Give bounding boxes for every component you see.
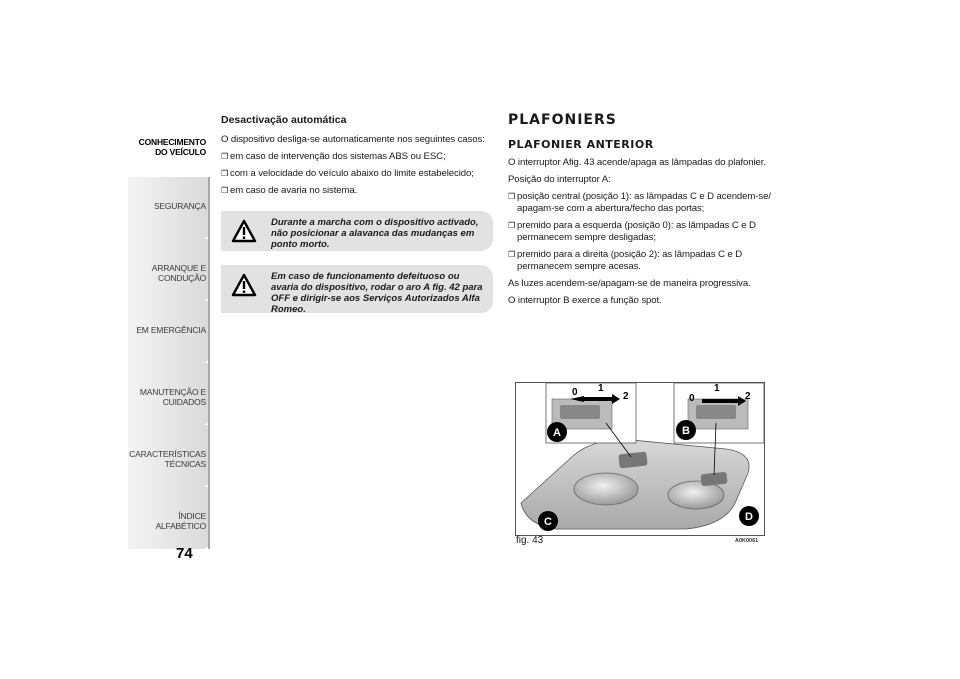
list-item-text: com a velocidade do veículo abaixo do limite estabelecido;: [230, 168, 474, 179]
tab-label: ÍNDICE ALFABÉTICO: [155, 511, 206, 531]
paragraph: O interruptor B exerce a função spot.: [508, 295, 662, 306]
list-item: [508, 220, 778, 244]
bullet-icon: ❒: [508, 250, 516, 259]
bullet-icon: ❒: [221, 169, 229, 178]
tab-caracteristicas[interactable]: [128, 425, 210, 487]
paragraph: O dispositivo desliga-se automaticamente nos seguintes casos:: [221, 134, 485, 145]
lamp-d: [668, 481, 724, 509]
figure-43: [515, 382, 765, 536]
left-column: [221, 112, 493, 313]
label-d: D: [745, 511, 753, 523]
tab-emergencia[interactable]: [128, 301, 210, 363]
label-c: C: [544, 516, 552, 528]
switch-pos-2-label: 2: [623, 391, 629, 402]
right-column: [508, 112, 778, 312]
tab-label: SEGURANÇA: [153, 201, 206, 211]
tab-label: CONHECIMENTO DO VEÍCULO: [138, 137, 206, 157]
figure-code: A0K0061: [735, 538, 759, 544]
label-a: A: [553, 427, 561, 439]
list-item-text: em caso de intervenção dos sistemas ABS ou ESC;: [230, 151, 446, 162]
tab-arranque[interactable]: [128, 239, 210, 301]
lamp-c: [574, 473, 638, 505]
switch-b-pos-1-label: 1: [714, 383, 720, 394]
section-title: PLAFONIERS: [508, 112, 617, 128]
tab-label: MANUTENÇÃO E CUIDADOS: [139, 387, 206, 407]
page-number: 74: [176, 545, 193, 562]
chapter-sidebar: [128, 115, 210, 549]
section-heading: Desactivação automática: [221, 114, 347, 126]
warning-triangle-icon: [231, 273, 257, 297]
tab-indice[interactable]: [128, 487, 210, 549]
tab-seguranca[interactable]: [128, 177, 210, 239]
paragraph: O interruptor Afig. 43 acende/apaga as lâmpadas do plafonier.: [508, 157, 766, 168]
warning-box: [221, 265, 493, 313]
warning-box: [221, 211, 493, 251]
tab-label: EM EMERGÊNCIA: [136, 325, 206, 335]
list-item-text: premido para a esquerda (posição 0): as lâmpadas C e D permanecem sempre desligadas;: [517, 220, 756, 243]
bullet-icon: ❒: [221, 152, 229, 161]
switch-b-pos-2-label: 2: [745, 391, 751, 402]
list-item: [508, 249, 778, 273]
bullet-icon: ❒: [221, 186, 229, 195]
ceiling-light-illustration: [516, 383, 764, 535]
list-item-text: posição central (posição 1): as lâmpadas C e D acendem-se/ apagam-se com a abertura/fecho das portas;: [517, 191, 771, 214]
switch-pos-1-label: 1: [598, 383, 604, 394]
warning-text: Em caso de funcionamento defeituoso ou avaria do dispositivo, rodar o aro A fig. 42 para OFF e dirigir-se aos Serviços Autorizados Alfa Romeo.: [271, 271, 483, 315]
paragraph: As luzes acendem-se/apagam-se de maneira progressiva.: [508, 278, 751, 289]
list-item: [221, 185, 493, 197]
warning-text: Durante a marcha com o dispositivo activado, não posicionar a alavanca das mudanças em ponto morto.: [271, 217, 479, 250]
tab-label: CARACTERÍSTICAS TÉCNICAS: [129, 449, 206, 469]
switch-b-pos-0-label: 0: [689, 393, 695, 404]
tab-manutencao[interactable]: [128, 363, 210, 425]
warning-triangle-icon: [231, 219, 257, 243]
bullet-icon: ❒: [508, 221, 516, 230]
tab-conhecimento[interactable]: [128, 115, 210, 177]
figure-caption: fig. 43: [516, 535, 544, 546]
label-b: B: [682, 425, 690, 437]
switch-pos-0-label: 0: [572, 387, 578, 398]
tab-label: ARRANQUE E CONDUÇÃO: [151, 263, 206, 283]
list-item: [221, 151, 493, 163]
list-item-text: premido para a direita (posição 2): as lâmpadas C e D permanecem sempre acesas.: [517, 249, 743, 272]
list-item: [221, 168, 493, 180]
list-item: [508, 191, 778, 215]
bullet-icon: ❒: [508, 192, 516, 201]
list-item-text: em caso de avaria no sistema.: [230, 185, 358, 196]
paragraph: Posição do interruptor A:: [508, 174, 611, 185]
subsection-title: PLAFONIER ANTERIOR: [508, 138, 654, 151]
